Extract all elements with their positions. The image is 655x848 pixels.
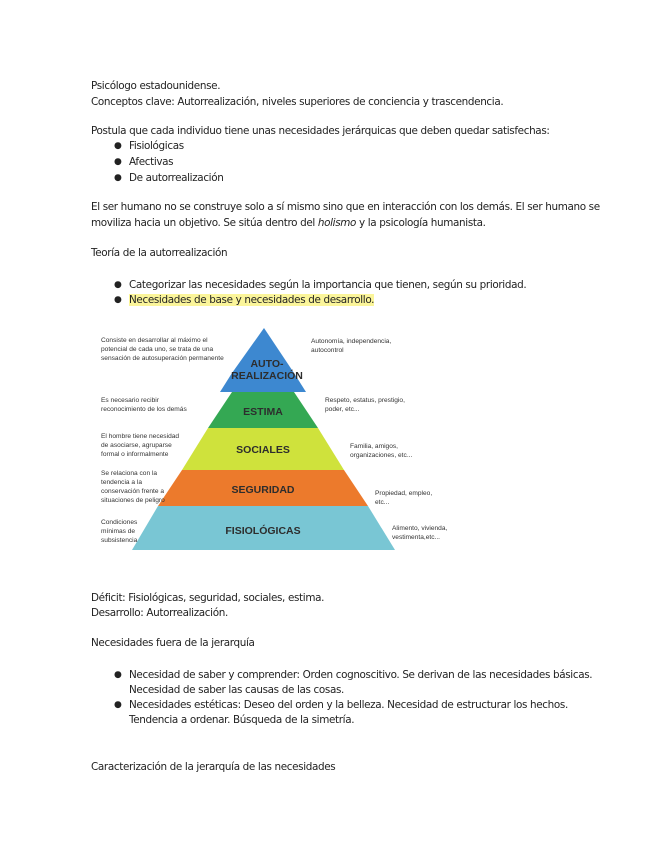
annotation-line: conservación frente a bbox=[101, 488, 165, 495]
annotation-line: autocontrol bbox=[311, 347, 344, 354]
list-item bbox=[129, 293, 374, 307]
level-label: FISIOLÓGICAS bbox=[225, 525, 301, 537]
annotation-line: etc... bbox=[375, 499, 390, 506]
annotation-line: potencial de cada uno, se trata de una bbox=[101, 346, 214, 353]
bullet-dot: ● bbox=[114, 670, 122, 680]
annotation-line: formal o informalmente bbox=[101, 451, 169, 458]
annotation-line: vestimenta,etc... bbox=[392, 534, 441, 541]
bullet-dot: ● bbox=[114, 700, 122, 710]
intro-line-2: Conceptos clave: Autorrealización, niveles superiores de conciencia y trascendencia. bbox=[91, 96, 504, 108]
list-item: Necesidades estéticas: Deseo del orden y la belleza. Necesidad de estructurar los hechos. bbox=[129, 699, 568, 711]
annotation-line: situaciones de peligro bbox=[101, 497, 165, 504]
level-label: REALIZACIÓN bbox=[231, 370, 303, 382]
list-item: Necesidad de saber y comprender: Orden cognoscitivo. Se derivan de las necesidades básicas. bbox=[129, 669, 593, 681]
deficit-line: Déficit: Fisiológicas, seguridad, sociales, estima. bbox=[91, 592, 325, 604]
fuera-heading: Necesidades fuera de la jerarquía bbox=[91, 637, 255, 649]
maslow-pyramid-figure bbox=[95, 318, 465, 554]
bullet-dot: ● bbox=[114, 173, 122, 183]
ser-humano-line-2: moviliza hacia un objetivo. Se sitúa dentro del holismo y la psicología humanista. bbox=[91, 217, 486, 229]
annotation-line: Consiste en desarrollar al máximo el bbox=[101, 337, 208, 344]
annotation-line: Es necesario recibir bbox=[101, 397, 159, 404]
ser-humano-line-1: El ser humano no se construye solo a sí mismo sino que en interacción con los demás. El ser humano se bbox=[91, 201, 600, 213]
annotation-line: poder, etc... bbox=[325, 406, 360, 413]
desarrollo-line: Desarrollo: Autorrealización. bbox=[91, 607, 228, 619]
bullet-dot: ● bbox=[114, 157, 122, 167]
annotation-line: Se relaciona con la bbox=[101, 470, 158, 477]
bullet-dot: ● bbox=[114, 141, 122, 151]
list-item: Fisiológicas bbox=[129, 140, 184, 152]
annotation-line: Respeto, estatus, prestigio, bbox=[325, 397, 405, 404]
annotation-line: organizaciones, etc... bbox=[350, 452, 413, 459]
list-item-continuation: Tendencia a ordenar. Búsqueda de la simetría. bbox=[129, 714, 355, 726]
postula-text: Postula que cada individuo tiene unas necesidades jerárquicas que deben quedar satisfechas: bbox=[91, 125, 550, 137]
annotation-line: Familia, amigos, bbox=[350, 443, 399, 450]
annotation-line: El hombre tiene necesidad bbox=[101, 433, 180, 440]
annotation-line: reconocimiento de los demás bbox=[101, 406, 187, 413]
annotation-line: mínimas de bbox=[101, 528, 136, 535]
level-label: ESTIMA bbox=[243, 406, 283, 418]
bullet-dot: ● bbox=[114, 280, 122, 290]
list-item: Afectivas bbox=[129, 156, 174, 168]
list-item-continuation: Necesidad de saber las causas de las cosas. bbox=[129, 684, 344, 696]
annotation-line: Condiciones bbox=[101, 519, 138, 526]
caracterizacion-heading: Caracterización de la jerarquía de las necesidades bbox=[91, 761, 336, 773]
list-item: Categorizar las necesidades según la importancia que tienen, según su prioridad. bbox=[129, 279, 527, 291]
annotation-line: subsistencia bbox=[101, 537, 138, 544]
level-label: SOCIALES bbox=[236, 444, 290, 456]
annotation-line: Alimento, vivienda, bbox=[392, 525, 448, 532]
list-item: De autorrealización bbox=[129, 172, 224, 184]
annotation-line: tendencia a la bbox=[101, 479, 143, 486]
level-label: AUTO- bbox=[250, 358, 284, 370]
annotation-line: Propiedad, empleo, bbox=[375, 490, 433, 497]
annotation-line: de asociarse, agruparse bbox=[101, 442, 172, 449]
level-label: SEGURIDAD bbox=[231, 484, 295, 496]
teoria-heading: Teoría de la autorrealización bbox=[91, 247, 228, 259]
bullet-dot: ● bbox=[114, 295, 122, 305]
intro-line-1: Psicólogo estadounidense. bbox=[91, 80, 221, 92]
highlighted-text: Necesidades de base y necesidades de desarrollo. bbox=[129, 294, 375, 306]
annotation-line: sensación de autosuperación permanente bbox=[101, 355, 224, 362]
annotation-line: Autonomía, independencia, bbox=[311, 338, 392, 345]
